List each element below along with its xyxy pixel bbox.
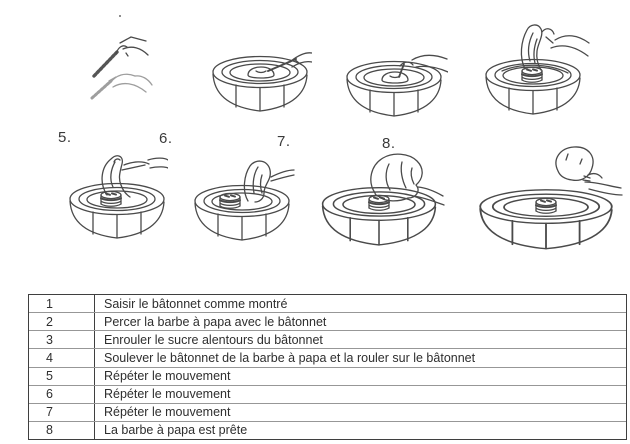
step-label-6: 6.	[159, 130, 173, 147]
table-row	[29, 421, 626, 439]
figure-rolling-candy-7	[317, 151, 445, 256]
step-label-8: 8.	[382, 135, 396, 152]
step-text: Répéter le mouvement	[104, 387, 231, 402]
step-number: 5	[29, 368, 95, 385]
step-number: 6	[29, 386, 95, 403]
step-text: Percer la barbe à papa avec le bâtonnet	[104, 314, 327, 329]
table-row	[29, 403, 626, 421]
step-number: 8	[29, 422, 95, 439]
figure-rolling-candy-5	[66, 151, 168, 249]
step-text: Répéter le mouvement	[104, 369, 231, 384]
step-number: 4	[29, 349, 95, 366]
table-row	[29, 385, 626, 403]
scan-speck	[119, 15, 121, 17]
step-label-5: 5.	[58, 129, 72, 146]
step-text: Répéter le mouvement	[104, 405, 231, 420]
step-label-7: 7.	[277, 133, 291, 150]
step-number: 1	[29, 295, 95, 312]
table-row	[29, 348, 626, 366]
table-row	[29, 295, 626, 312]
step-text: La barbe à papa est prête	[104, 423, 248, 438]
figure-grip-hands	[90, 30, 162, 102]
step-text: Enrouler le sucre alentours du bâtonnet	[104, 332, 323, 347]
figure-piercing-candy	[340, 53, 448, 125]
steps-table	[28, 294, 627, 440]
step-text: Soulever le bâtonnet de la barbe à papa et la rouler sur le bâtonnet	[104, 350, 476, 365]
figure-rolling-candy-6	[189, 155, 295, 251]
table-row	[29, 367, 626, 385]
table-row	[29, 312, 626, 330]
figure-lifting-ribbon	[476, 21, 590, 127]
step-number: 3	[29, 331, 95, 348]
step-number: 7	[29, 404, 95, 421]
step-text: Saisir le bâtonnet comme montré	[104, 296, 288, 311]
table-row	[29, 330, 626, 348]
step-number: 2	[29, 313, 95, 330]
figure-finished-candy-8	[472, 145, 624, 255]
figure-stick-into-bowl	[208, 50, 312, 122]
